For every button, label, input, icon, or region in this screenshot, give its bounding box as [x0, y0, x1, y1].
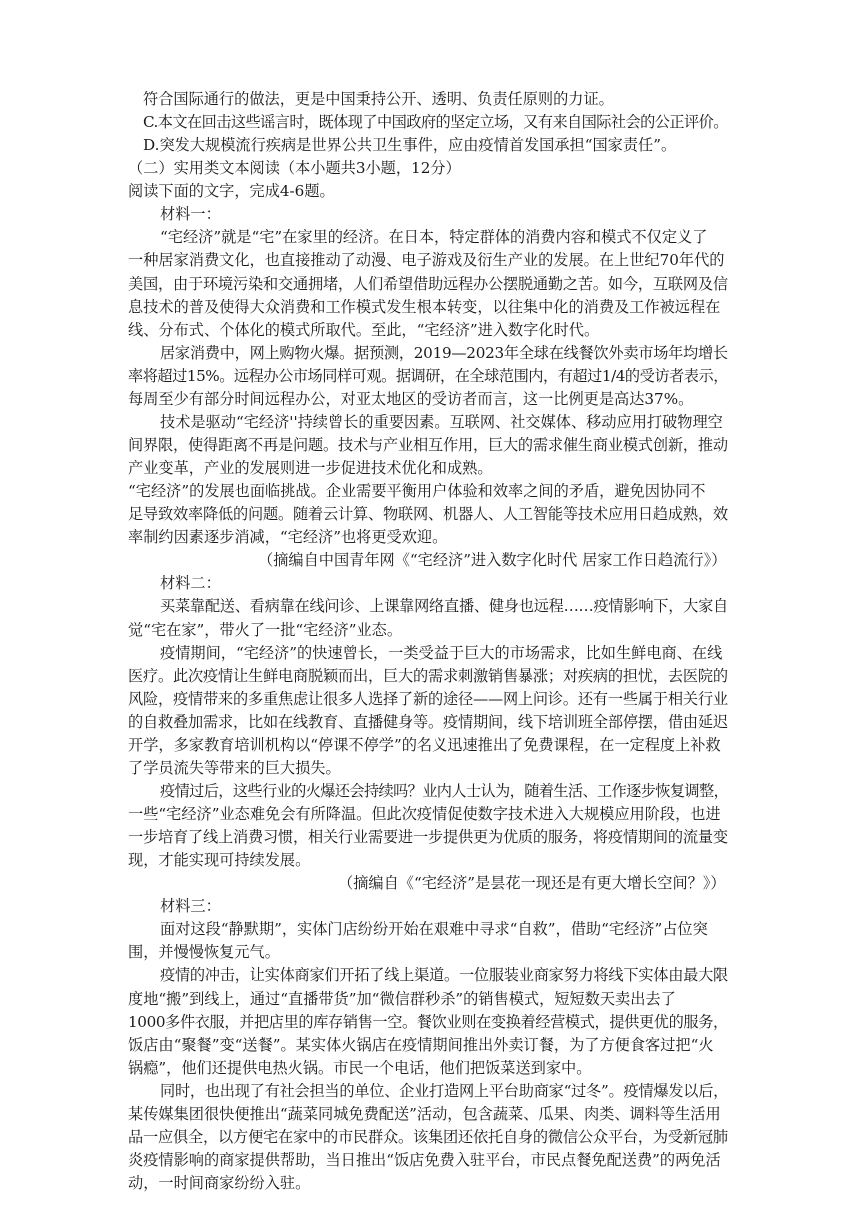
text-line: 现，才能实现可持续发展。 [128, 851, 311, 870]
text-line: 率制约因素逐步消减，“宅经济”也将更受欢迎。 [128, 528, 448, 547]
text-line: C.本文在回击这些谣言时，既体现了中国政府的坚定立场，又有来自国际社会的公正评价。 [143, 113, 728, 132]
text-line: 材料一： [160, 205, 221, 224]
text-line: 符合国际通行的做法，更是中国秉持公开、透明、负责任原则的力证。 [143, 90, 614, 108]
text-line: 同时，也出现了有社会担当的单位、企业打造网上平台助商家“过冬”。疫情爆发以后， [160, 1081, 729, 1100]
text-line: 开学，多家教育培训机构以“停课不停学”的名义迅速推出了免费课程，在一定程度上补救 [128, 735, 721, 754]
text-line: （摘编自《“宅经济”是昙花一现还是有更大增长空间？》） [338, 874, 726, 893]
text-line: 息技术的普及使得大众消费和工作模式发生根本转变，以往集中化的消费及工作被远程在 [128, 297, 721, 316]
text-line: 疫情期间，“宅经济”的快速曾长，一类受益于巨大的市场需求，比如生鲜电商、在线 [160, 643, 723, 662]
text-line: 某传媒集团很快便推出“蔬菜同城免费配送”活动，包含蔬菜、瓜果、肉类、调料等生活用 [128, 1104, 721, 1123]
text-line: （摘编自中国青年网《“宅经济”进入数字化时代 居家工作日趋流行》） [258, 551, 727, 570]
text-line: 围，并慢慢恢复元气。 [128, 943, 280, 962]
text-line: 医疗。此次疫情让生鲜电商脱颖而出，巨大的需求刺激销售暴涨；对疾病的担忧，去医院的 [128, 666, 728, 685]
text-line: 足导致效率降低的问题。随着云计算、物联网、机器人、人工智能等技术应用日趋成熟，效 [128, 505, 728, 524]
text-line: 材料三： [160, 897, 221, 916]
text-line: 每周至少有部分时间远程办公，对亚太地区的受访者而言，这一比例更是高达37%。 [128, 389, 694, 408]
text-line: 锅瘾”，他们还提供电热火锅。市民一个电话，他们把饭菜送到家中。 [128, 1058, 592, 1077]
text-line: 1000多件衣服，并把店里的库存销售一空。餐饮业则在变换着经营模式，提供更优的服务， [128, 1012, 728, 1031]
text-line: 居家消费中，网上购物火爆。据预测，2019—2023年全球在线餐饮外卖市场年均增长 [160, 343, 728, 362]
text-line: 疫情过后，这些行业的火爆还会持续吗？业内人士认为，随着生活、工作逐步恢复调整， [160, 781, 729, 800]
text-line: “宅经济”的发展也面临挑战。企业需要平衡用户体验和效率之间的矛盾，避免因协同不 [128, 482, 706, 501]
text-line: 买菜靠配送、看病靠在线问诊、上课靠网络直播、健身也远程……疫情影响下，大家自 [160, 597, 729, 616]
text-line: 阅读下面的文字，完成4-6题。 [128, 182, 335, 201]
text-line: 一步培育了线上消费习惯，相关行业需要进一步提供更为优质的服务，将疫情期间的流量变 [128, 828, 728, 846]
text-line: 品一应俱全，以方便宅在家中的市民群众。该集团还依托自身的微信公众平台，为受新冠肺 [128, 1127, 728, 1146]
text-line: D.突发大规模流行疾病是世界公共卫生事件，应由疫情首发国承担“国家责任”。 [143, 136, 677, 155]
text-line: 风险，疫情带来的多重焦虑让很多人选择了新的途径——网上问诊。还有一些属于相关行业 [128, 689, 728, 708]
text-line: 一种居家消费文化，也直接推动了动漫、电子游戏及衍生产业的发展。在上世纪70年代的 [128, 251, 725, 270]
text-line: （二）实用类文本阅读（本小题共3小题，12分） [128, 159, 461, 178]
text-line: 率将超过15%。远程办公市场同样可观。据调研，在全球范围内，有超过1/4的受访者表示， [128, 366, 728, 385]
text-line: 觉“宅在家”，带火了一批“宅经济”业态。 [128, 620, 403, 639]
text-line: 产业变革，产业的发展则进一步促进技术优化和成熟。 [128, 459, 493, 477]
text-line: 技术是驱动“宅经济''持续曾长的重要因素。互联网、社交媒体、移动应用打破物理空 [160, 412, 723, 431]
text-line: 一些“宅经济”业态难免会有所降温。但此次疫情促使数字技术进入大规模应用阶段，也进 [128, 805, 721, 823]
text-line: 美国，由于环境污染和交通拥堵，人们希望借助远程办公摆脱通勤之苦。如今，互联网及信 [128, 274, 728, 293]
text-line: 动，一时间商家纷纷入驻。 [128, 1174, 311, 1192]
text-line: 饭店由“聚餐”变“送餐”。某实体火锅店在疫情期间推出外卖订餐，为了方便食客过把“火 [128, 1035, 714, 1054]
text-line: 面对这段“静默期”，实体门店纷纷开始在艰难中寻求“自救”，借助“宅经济”占位突 [160, 920, 708, 939]
text-line: “宅经济”就是“宅”在家里的经济。在日本，特定群体的消费内容和模式不仅定义了 [160, 228, 708, 247]
text-line: 线、分布式、个体化的模式所取代。至此，“宅经济”进入数字化时代。 [128, 320, 600, 339]
text-line: 间界限，使得距离不再是问题。技术与产业相互作用，巨大的需求催生商业模式创新，推动 [128, 436, 728, 454]
text-line: 的自救叠加需求，比如在线教育、直播健身等。疫情期间，线下培训班全部停摆，借由延迟 [128, 712, 728, 731]
text-line: 材料二： [160, 574, 221, 593]
text-line: 疫情的冲击，让实体商家们开拓了线上渠道。一位服装业商家努力将线下实体由最大限 [160, 966, 729, 985]
text-line: 炎疫情影响的商家提供帮助，当日推出“饭店免费入驻平台，市民点餐免配送费”的两免活 [128, 1150, 721, 1169]
text-line: 度地“搬”到线上，通过“直播带货”加“微信群秒杀”的销售模式，短短数天卖出去了 [128, 989, 676, 1008]
text-line: 了学员流失等带来的巨大损失。 [128, 758, 341, 777]
